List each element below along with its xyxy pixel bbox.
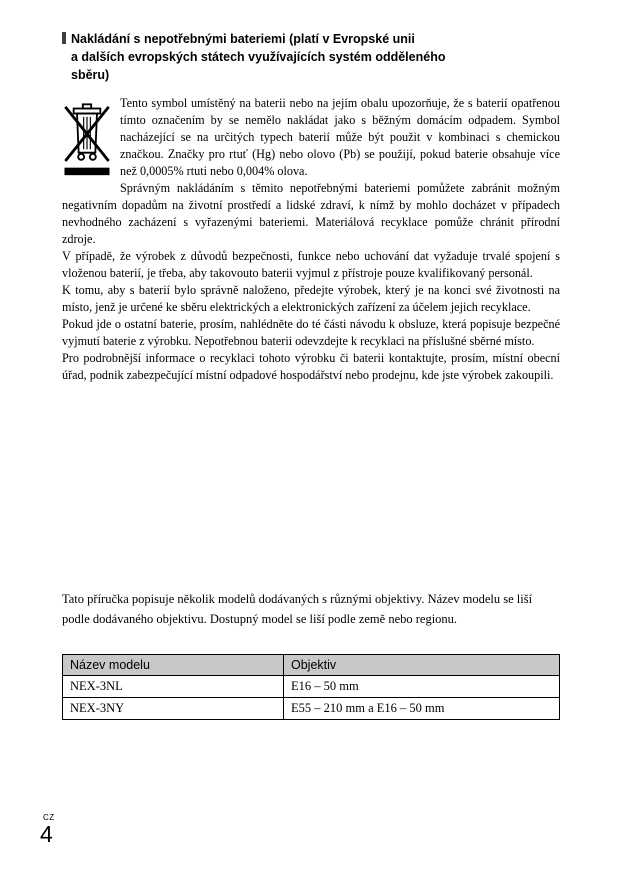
- model-name-cell: NEX-3NL: [63, 676, 284, 698]
- paragraph: Pro podrobnější informace o recyklaci tohoto výrobku či baterii kontaktujte, prosím, místní obecní úřad, podnik zabezpečující místní odpadové hospodářství nebo prodejnu, kde jste výrobek zakoupili.: [62, 351, 560, 382]
- battery-disposal-text: [62, 95, 560, 384]
- paragraph: V případě, že výrobek z důvodů bezpečnosti, funkce nebo uchování dat vyžaduje trvalé spojení s vloženou baterií, je třeba, aby takovouto baterii vyjmul z přístroje pouze kvalifikovaný personál.: [62, 249, 560, 280]
- heading-text: a dalších evropských státech využívajících systém odděleného: [71, 50, 446, 64]
- heading-text: Nakládání s nepotřebnými bateriemi (platí v Evropské unii: [71, 32, 415, 46]
- table-header-row: [63, 655, 560, 676]
- table-row: [63, 676, 560, 698]
- language-code: CZ: [43, 813, 55, 822]
- section-heading: [62, 30, 560, 84]
- page-content: [62, 30, 560, 720]
- column-header-lens: Objektiv: [284, 655, 560, 676]
- crossed-out-wheeled-bin-icon: [62, 101, 112, 181]
- lens-cell: E16 – 50 mm: [284, 676, 560, 698]
- heading-line: [62, 30, 560, 48]
- model-name-cell: NEX-3NY: [63, 698, 284, 720]
- column-header-model: Název modelu: [63, 655, 284, 676]
- models-intro-text: Tato příručka popisuje několik modelů dodávaných s různými objektivy. Název modelu se liší podle dodávaného objektivu. Dostupný model se liší podle země nebo regionu.: [62, 592, 533, 626]
- page-number-block: [40, 814, 55, 846]
- page-number: 4: [40, 821, 53, 847]
- section-marker-bar: [62, 32, 66, 44]
- paragraph: Tento symbol umístěný na baterii nebo na jejím obalu upozorňuje, že s baterií opatřenou tímto označením by se nemělo nakládat jako s běžným domácím odpadem. Symbol nacházející se na určitých typech baterií může být použit v kombinaci s chemickou značkou. Značky pro rtuť (Hg) nebo olovo (Pb) se použijí, pokud baterie obsahuje více než 0,0005% rtuti nebo 0,004% olova.: [120, 96, 560, 178]
- heading-text: sběru): [71, 68, 110, 82]
- table-row: [63, 698, 560, 720]
- lens-cell: E55 – 210 mm a E16 – 50 mm: [284, 698, 560, 720]
- paragraph: K tomu, aby s baterií bylo správně naloženo, předejte výrobek, který je na konci své životnosti na místo, jenž je určené ke sběru elektrických a elektronických zařízení za účelem jejich recyklace.: [62, 283, 560, 314]
- paragraph: Pokud jde o ostatní baterie, prosím, nahlédněte do té části návodu k obsluze, která popisuje bezpečné vyjmutí baterie z výrobku. Nepotřebnou baterii odevzdejte k recyklaci na příslušné sběrné místo.: [62, 317, 560, 348]
- paragraph: Správným nakládáním s těmito nepotřebnými bateriemi pomůžete zabránit možným negativním dopadům na životní prostředí a lidské zdraví, k nímž by mohlo docházet v případech nevhodného zacházení s vyřazenými bateriemi. Materiálová recyklace pomůže chránit přírodní zdroje.: [62, 181, 560, 246]
- model-lens-table: [62, 654, 560, 720]
